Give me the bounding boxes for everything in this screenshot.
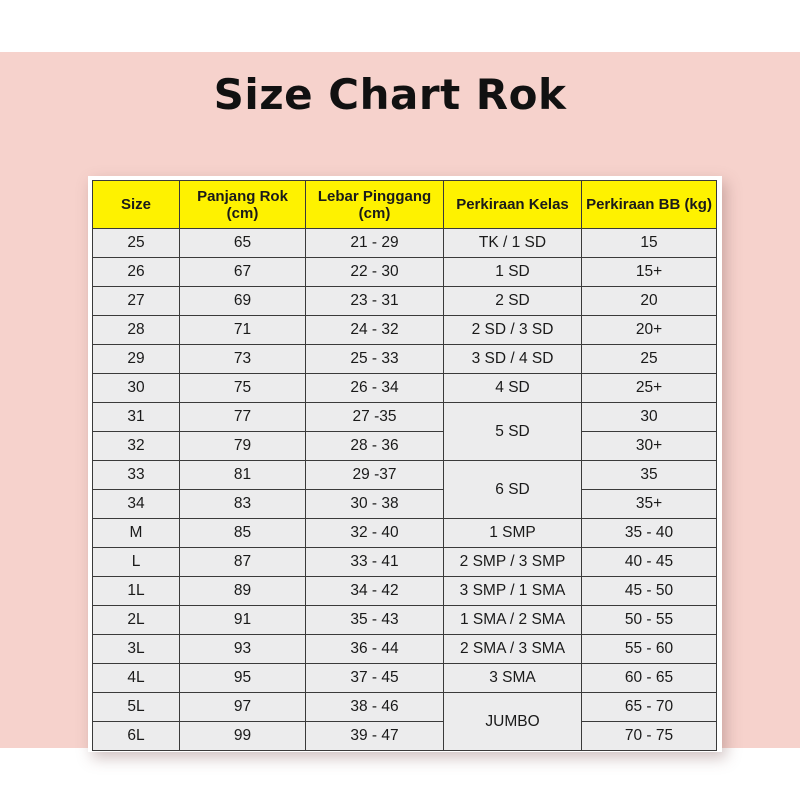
cell-panjang-rok: 97 [180, 693, 306, 722]
table-row [93, 316, 717, 345]
cell-lebar-pinggang: 35 - 43 [306, 606, 444, 635]
table-row [93, 693, 717, 722]
header-panjang-rok: Panjang Rok (cm) [180, 181, 306, 229]
cell-panjang-rok: 81 [180, 461, 306, 490]
size-chart-table [92, 180, 717, 751]
cell-panjang-rok: 67 [180, 258, 306, 287]
table-row [93, 519, 717, 548]
cell-perkiraan-bb: 35+ [582, 490, 717, 519]
table-row [93, 490, 717, 519]
cell-size: 29 [93, 345, 180, 374]
cell-panjang-rok: 89 [180, 577, 306, 606]
cell-panjang-rok: 79 [180, 432, 306, 461]
table-body [93, 229, 717, 751]
table-row [93, 664, 717, 693]
cell-lebar-pinggang: 28 - 36 [306, 432, 444, 461]
cell-size: 3L [93, 635, 180, 664]
cell-panjang-rok: 75 [180, 374, 306, 403]
cell-lebar-pinggang: 23 - 31 [306, 287, 444, 316]
table-row [93, 258, 717, 287]
cell-panjang-rok: 73 [180, 345, 306, 374]
size-chart-card [88, 176, 722, 752]
header-perkiraan-kelas: Perkiraan Kelas [444, 181, 582, 229]
cell-perkiraan-kelas: 2 SD / 3 SD [444, 316, 582, 345]
cell-lebar-pinggang: 36 - 44 [306, 635, 444, 664]
cell-perkiraan-kelas: 3 SD / 4 SD [444, 345, 582, 374]
cell-size: 30 [93, 374, 180, 403]
cell-perkiraan-bb: 25 [582, 345, 717, 374]
cell-lebar-pinggang: 29 -37 [306, 461, 444, 490]
cell-perkiraan-bb: 50 - 55 [582, 606, 717, 635]
table-row [93, 287, 717, 316]
cell-lebar-pinggang: 34 - 42 [306, 577, 444, 606]
cell-perkiraan-kelas: JUMBO [444, 693, 582, 751]
cell-size: M [93, 519, 180, 548]
cell-perkiraan-kelas: 6 SD [444, 461, 582, 519]
cell-panjang-rok: 95 [180, 664, 306, 693]
cell-panjang-rok: 71 [180, 316, 306, 345]
cell-perkiraan-bb: 60 - 65 [582, 664, 717, 693]
cell-perkiraan-bb: 65 - 70 [582, 693, 717, 722]
table-row [93, 461, 717, 490]
table-row [93, 374, 717, 403]
cell-size: 1L [93, 577, 180, 606]
cell-perkiraan-kelas: 1 SMP [444, 519, 582, 548]
header-row [93, 181, 717, 229]
table-row [93, 403, 717, 432]
cell-perkiraan-kelas: 2 SD [444, 287, 582, 316]
cell-perkiraan-bb: 30+ [582, 432, 717, 461]
cell-lebar-pinggang: 38 - 46 [306, 693, 444, 722]
cell-lebar-pinggang: 26 - 34 [306, 374, 444, 403]
cell-size: 33 [93, 461, 180, 490]
cell-size: L [93, 548, 180, 577]
cell-size: 34 [93, 490, 180, 519]
cell-perkiraan-kelas: 1 SMA / 2 SMA [444, 606, 582, 635]
cell-perkiraan-kelas: 2 SMA / 3 SMA [444, 635, 582, 664]
header-lebar-pinggang: Lebar Pinggang (cm) [306, 181, 444, 229]
cell-size: 28 [93, 316, 180, 345]
cell-size: 27 [93, 287, 180, 316]
table-row [93, 635, 717, 664]
table-row [93, 722, 717, 751]
table-row [93, 606, 717, 635]
cell-perkiraan-kelas: 4 SD [444, 374, 582, 403]
cell-perkiraan-bb: 35 - 40 [582, 519, 717, 548]
cell-perkiraan-bb: 20+ [582, 316, 717, 345]
cell-perkiraan-bb: 70 - 75 [582, 722, 717, 751]
cell-size: 4L [93, 664, 180, 693]
cell-size: 25 [93, 229, 180, 258]
cell-lebar-pinggang: 22 - 30 [306, 258, 444, 287]
cell-perkiraan-kelas: 1 SD [444, 258, 582, 287]
cell-lebar-pinggang: 39 - 47 [306, 722, 444, 751]
cell-perkiraan-bb: 15 [582, 229, 717, 258]
cell-perkiraan-bb: 35 [582, 461, 717, 490]
cell-perkiraan-bb: 45 - 50 [582, 577, 717, 606]
cell-panjang-rok: 87 [180, 548, 306, 577]
cell-size: 2L [93, 606, 180, 635]
page-title: Size Chart Rok [213, 70, 567, 119]
cell-perkiraan-kelas: 3 SMA [444, 664, 582, 693]
cell-size: 31 [93, 403, 180, 432]
cell-lebar-pinggang: 27 -35 [306, 403, 444, 432]
cell-panjang-rok: 77 [180, 403, 306, 432]
cell-perkiraan-kelas: 5 SD [444, 403, 582, 461]
cell-size: 5L [93, 693, 180, 722]
cell-lebar-pinggang: 25 - 33 [306, 345, 444, 374]
cell-perkiraan-bb: 30 [582, 403, 717, 432]
cell-panjang-rok: 99 [180, 722, 306, 751]
cell-panjang-rok: 69 [180, 287, 306, 316]
cell-lebar-pinggang: 37 - 45 [306, 664, 444, 693]
table-row [93, 229, 717, 258]
cell-perkiraan-bb: 55 - 60 [582, 635, 717, 664]
cell-panjang-rok: 83 [180, 490, 306, 519]
cell-perkiraan-bb: 15+ [582, 258, 717, 287]
cell-lebar-pinggang: 32 - 40 [306, 519, 444, 548]
cell-perkiraan-bb: 40 - 45 [582, 548, 717, 577]
table-row [93, 432, 717, 461]
cell-perkiraan-kelas: 3 SMP / 1 SMA [444, 577, 582, 606]
cell-lebar-pinggang: 21 - 29 [306, 229, 444, 258]
cell-lebar-pinggang: 33 - 41 [306, 548, 444, 577]
table-row [93, 577, 717, 606]
cell-perkiraan-kelas: TK / 1 SD [444, 229, 582, 258]
table-row [93, 548, 717, 577]
cell-perkiraan-bb: 20 [582, 287, 717, 316]
header-size: Size [93, 181, 180, 229]
cell-panjang-rok: 91 [180, 606, 306, 635]
cell-lebar-pinggang: 30 - 38 [306, 490, 444, 519]
cell-perkiraan-bb: 25+ [582, 374, 717, 403]
cell-lebar-pinggang: 24 - 32 [306, 316, 444, 345]
cell-size: 26 [93, 258, 180, 287]
cell-size: 32 [93, 432, 180, 461]
cell-panjang-rok: 93 [180, 635, 306, 664]
cell-panjang-rok: 65 [180, 229, 306, 258]
table-row [93, 345, 717, 374]
cell-panjang-rok: 85 [180, 519, 306, 548]
header-perkiraan-bb: Perkiraan BB (kg) [582, 181, 717, 229]
cell-size: 6L [93, 722, 180, 751]
cell-perkiraan-kelas: 2 SMP / 3 SMP [444, 548, 582, 577]
